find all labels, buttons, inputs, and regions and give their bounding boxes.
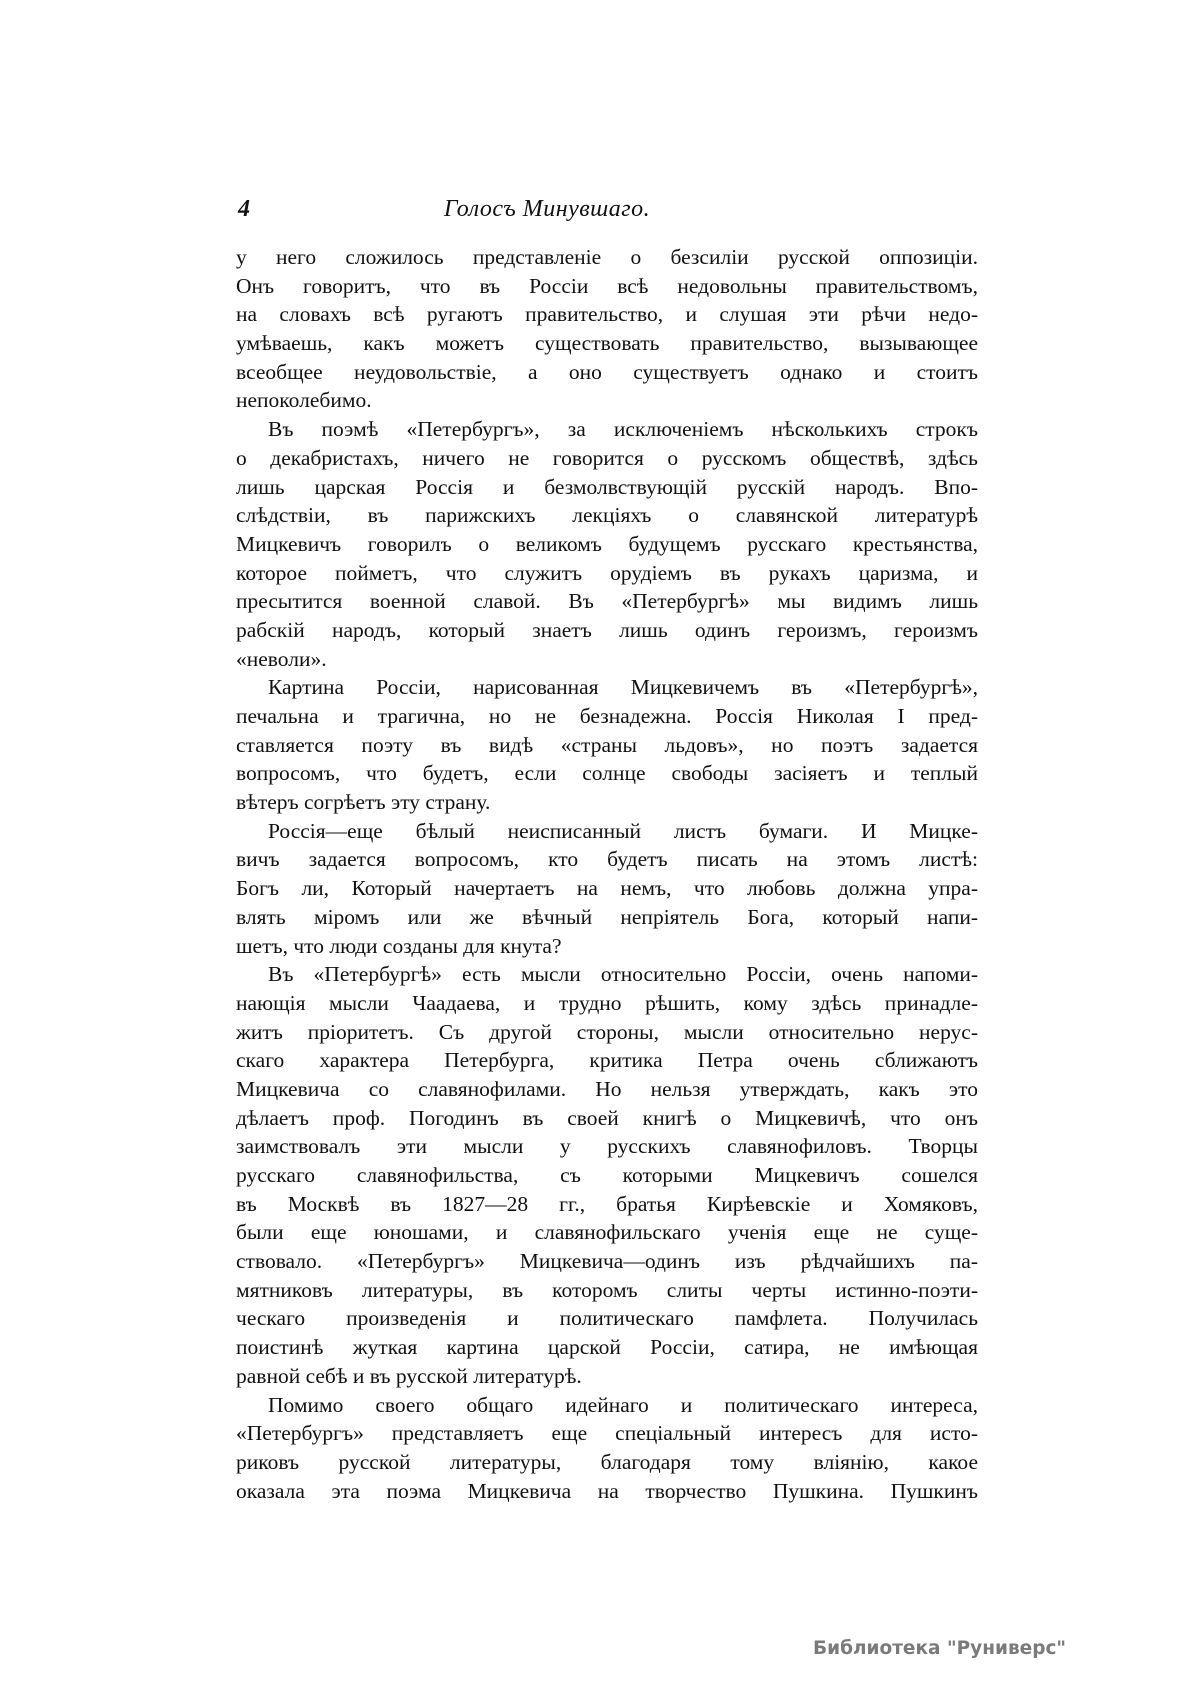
text-line: Мицкевича со славянофилами. Но нельзя утверждать, какъ это — [236, 1076, 978, 1101]
text-line: о декабристахъ, ничего не говорится о русскомъ обществѣ, здѣсь — [236, 445, 978, 470]
text-line: риковъ русской литературы, благодаря тому вліянію, какое — [236, 1449, 978, 1474]
text-line: Онъ говоритъ, что въ Россіи всѣ недовольны правительствомъ, — [236, 273, 978, 298]
text-line: которое пойметъ, что служитъ орудіемъ въ рукахъ царизма, и — [236, 560, 978, 585]
text-line: Богъ ли, Который начертаетъ на немъ, что любовь должна упра- — [236, 876, 978, 901]
text-line: житъ пріоритетъ. Съ другой стороны, мысли относительно нерус- — [236, 1019, 978, 1044]
text-line: «неволи». — [236, 646, 327, 671]
text-line: заимствовалъ эти мысли у русскихъ славянофиловъ. Творцы — [236, 1134, 978, 1159]
page-number: 4 — [238, 196, 250, 222]
text-line: умѣваешь, какъ можетъ существовать правительство, вызывающее — [236, 331, 978, 356]
text-line: въ Москвѣ въ 1827—28 гг., братья Кирѣевскіе и Хомяковъ, — [236, 1191, 978, 1216]
text-line: нающія мысли Чаадаева, и трудно рѣшить, кому здѣсь принадле- — [236, 990, 978, 1015]
text-line: вичъ задается вопросомъ, кто будетъ писать на этомъ листѣ: — [236, 847, 978, 872]
text-line: Картина Россіи, нарисованная Мицкевичемъ въ «Петербургѣ», — [268, 675, 978, 700]
text-line: скаго характера Петербурга, критика Петра очень сближаютъ — [236, 1048, 978, 1073]
text-line: шетъ, что люди созданы для кнута? — [236, 933, 562, 958]
text-line: у него сложилось представленіе о безсиліи русской оппозиціи. — [236, 245, 978, 269]
text-line: поистинѣ жуткая картина царской Россіи, сатира, не имѣющая — [236, 1335, 978, 1360]
body-text — [236, 243, 978, 1505]
text-line: ставляется поэту въ видѣ «страны льдовъ», но поэтъ задается — [236, 732, 978, 757]
text-line: Помимо своего общаго идейнаго и политическаго интереса, — [268, 1392, 978, 1417]
running-title: Голосъ Минувшаго. — [443, 196, 651, 222]
text-line: пресытится военной славой. Въ «Петербургѣ» мы видимъ лишь — [236, 589, 978, 614]
text-line: лишь царская Россія и безмолвствующій русскій народъ. Впо- — [236, 474, 978, 499]
text-line: Россія—еще бѣлый неисписанный листъ бумаги. И Мицке- — [268, 818, 978, 843]
text-line: рабскій народъ, который знаетъ лишь одинъ героизмъ, героизмъ — [236, 617, 978, 642]
text-line: вѣтеръ согрѣетъ эту страну. — [236, 790, 491, 815]
text-line: Въ поэмѣ «Петербургъ», за исключеніемъ нѣсколькихъ строкъ — [268, 417, 978, 442]
text-line: «Петербургъ» представляетъ еще спеціальный интересъ для исто- — [236, 1421, 978, 1446]
text-line: ствовало. «Петербургъ» Мицкевича—одинъ изъ рѣдчайшихъ па- — [236, 1249, 978, 1274]
text-line: равной себѣ и въ русской литературѣ. — [236, 1363, 582, 1388]
paragraph — [236, 243, 978, 415]
library-watermark: Библиотека "Руниверс" — [813, 1638, 1067, 1659]
paragraph — [236, 817, 978, 960]
text-line: печальна и трагична, но не безнадежна. Россія Николая I пред- — [236, 704, 978, 728]
text-line: слѣдствіи, въ парижскихъ лекціяхъ о славянской литературѣ — [236, 503, 978, 528]
text-line: были еще юношами, и славянофильскаго ученія еще не суще- — [236, 1220, 978, 1245]
paragraph — [236, 673, 978, 816]
text-line: непоколебимо. — [236, 388, 372, 413]
page-header — [236, 196, 978, 230]
text-line: русскаго славянофильства, съ которыми Мицкевичъ сошелся — [236, 1163, 978, 1187]
paragraph — [236, 960, 978, 1390]
text-line: мятниковъ литературы, въ которомъ слиты черты истинно-поэти- — [236, 1277, 978, 1302]
text-line: всеобщее неудовольствіе, а оно существуетъ однако и стоитъ — [236, 359, 978, 384]
text-line: влять міромъ или же вѣчный непріятель Бога, который напи- — [236, 904, 978, 929]
paragraph — [236, 415, 978, 673]
text-line: на словахъ всѣ ругаютъ правительство, и слушая эти рѣчи недо- — [236, 302, 978, 327]
text-line: вопросомъ, что будетъ, если солнце свободы засіяетъ и теплый — [236, 761, 978, 786]
paragraph — [236, 1391, 978, 1506]
text-line: Мицкевичъ говорилъ о великомъ будущемъ русскаго крестьянства, — [236, 531, 978, 556]
text-line: Въ «Петербургѣ» есть мысли относительно Россіи, очень напоми- — [268, 962, 978, 987]
text-line: ческаго произведенія и политическаго памфлета. Получилась — [236, 1306, 978, 1331]
text-line: дѣлаетъ проф. Погодинъ въ своей книгѣ о Мицкевичѣ, что онъ — [236, 1105, 978, 1130]
text-line: оказала эта поэма Мицкевича на творчество Пушкина. Пушкинъ — [236, 1478, 978, 1503]
